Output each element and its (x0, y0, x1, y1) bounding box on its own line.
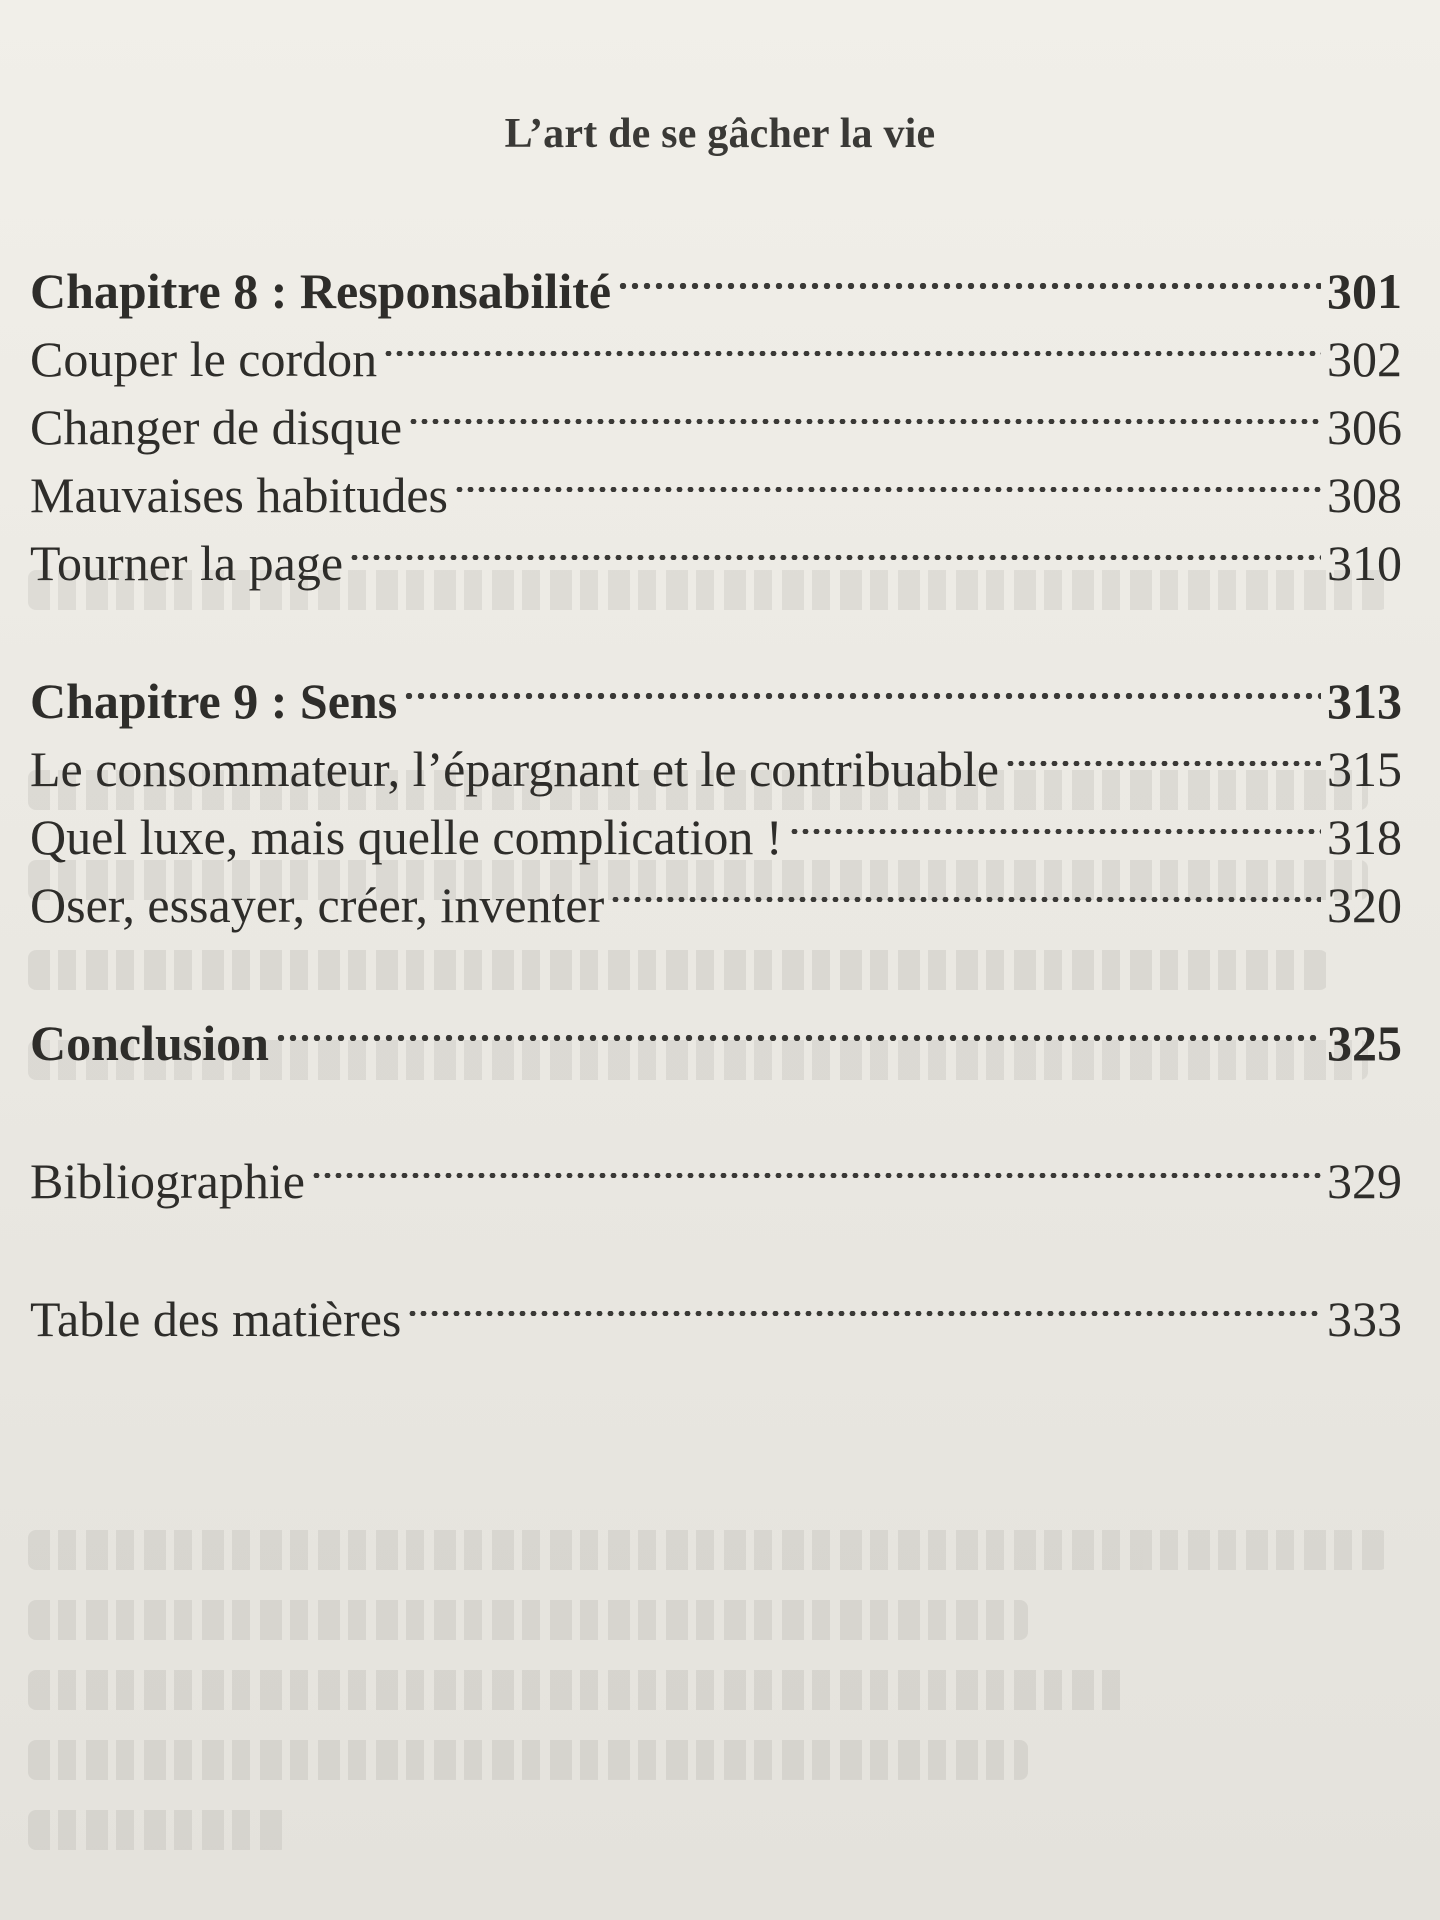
toc-page-number: 301 (1327, 263, 1402, 319)
toc-chapter-label: Conclusion (30, 1015, 269, 1071)
toc-chapter-label: Chapitre 9 : Sens (30, 673, 398, 729)
dot-leader (403, 650, 1321, 718)
dot-leader (275, 992, 1321, 1060)
dot-leader (408, 376, 1321, 444)
dot-leader (610, 854, 1321, 922)
dot-leader (454, 444, 1321, 512)
toc-entry-label: Tourner la page (30, 535, 344, 591)
toc-entry-label: Couper le cordon (30, 331, 378, 387)
running-head: L’art de se gâcher la vie (504, 111, 936, 157)
toc-entry-label: Table des matières (30, 1291, 402, 1347)
toc-page-number: 333 (1327, 1291, 1402, 1347)
toc-entry-label: Quel luxe, mais quelle complication ! (30, 809, 783, 865)
toc-page-number: 308 (1327, 467, 1402, 523)
dot-leader (349, 512, 1321, 580)
dot-leader (407, 1268, 1321, 1336)
table-of-contents (30, 240, 1402, 1347)
dot-leader (617, 240, 1321, 308)
toc-page-number: 320 (1327, 877, 1402, 933)
toc-chapter-label: Chapitre 8 : Responsabilité (30, 263, 612, 319)
toc-bibliography (30, 1130, 1402, 1209)
toc-entry-label: Bibliographie (30, 1153, 305, 1209)
toc-page-number: 325 (1327, 1015, 1402, 1071)
dot-leader (383, 308, 1321, 376)
toc-table-of-contents (30, 1268, 1402, 1347)
toc-entry-label: Oser, essayer, créer, inventer (30, 877, 605, 933)
toc-entry-label: Le consommateur, l’épargnant et le contribuable (30, 741, 999, 797)
dot-leader (1005, 718, 1321, 786)
toc-page-number: 329 (1327, 1153, 1402, 1209)
toc-page-number: 306 (1327, 399, 1402, 455)
toc-chapter-8 (30, 240, 1402, 319)
toc-entry-label: Mauvaises habitudes (30, 467, 448, 523)
toc-page-number: 315 (1327, 741, 1402, 797)
toc-page-number: 302 (1327, 331, 1402, 387)
toc-entry-label: Changer de disque (30, 399, 403, 455)
toc-conclusion (30, 992, 1402, 1071)
toc-chapter-9 (30, 650, 1402, 729)
toc-page-number: 310 (1327, 535, 1402, 591)
dot-leader (789, 786, 1321, 854)
toc-page-number: 318 (1327, 809, 1402, 865)
toc-page-number: 313 (1327, 673, 1402, 729)
dot-leader (311, 1130, 1321, 1198)
